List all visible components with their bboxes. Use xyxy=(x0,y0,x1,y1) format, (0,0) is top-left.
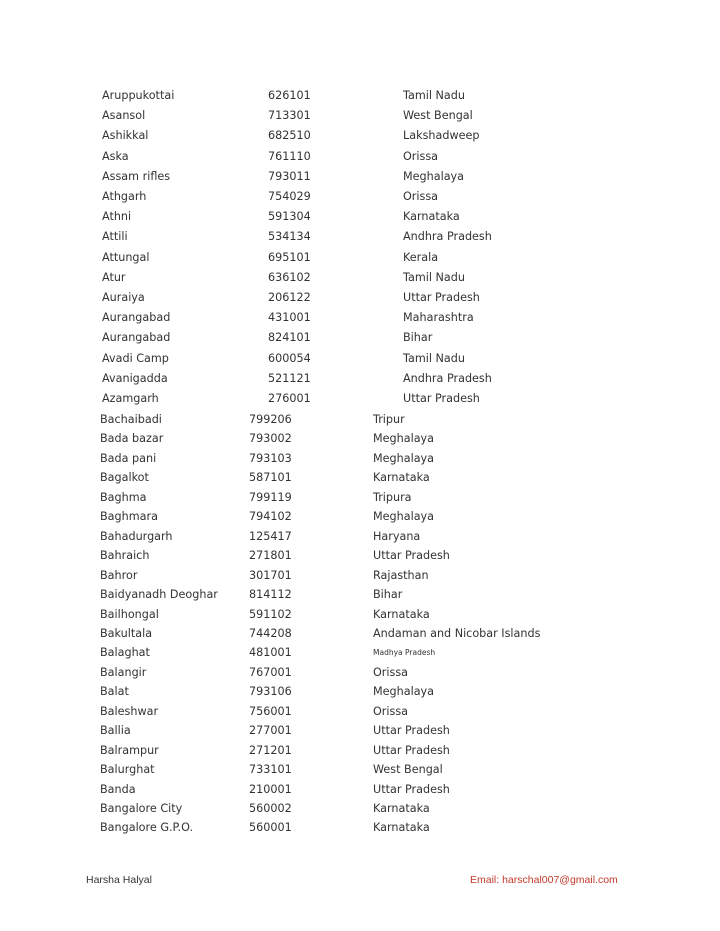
table-row xyxy=(0,566,720,586)
city-name: Bangalore City xyxy=(100,802,183,815)
table-row xyxy=(0,527,720,547)
pin-code: 824101 xyxy=(268,331,311,345)
state-name: Tamil Nadu xyxy=(403,270,465,284)
table-row xyxy=(0,207,720,227)
state-name: Lakshadweep xyxy=(403,129,480,143)
city-name: Bagalkot xyxy=(100,471,149,485)
pin-code: 591102 xyxy=(249,607,292,621)
pin-code: 814112 xyxy=(249,588,292,602)
table-row xyxy=(0,546,720,566)
pin-code: 713301 xyxy=(268,109,311,123)
table-row xyxy=(0,760,720,780)
pin-code: 761110 xyxy=(268,149,311,163)
state-name: West Bengal xyxy=(373,763,443,777)
table-row xyxy=(0,349,720,369)
city-name: Avadi Camp xyxy=(102,351,169,365)
state-name: Meghalaya xyxy=(373,432,435,446)
state-name: Tripura xyxy=(373,490,412,504)
state-name: Haryana xyxy=(373,529,421,543)
state-name: Orissa xyxy=(373,665,409,679)
table-row xyxy=(0,780,720,800)
table-row xyxy=(0,410,720,430)
state-name: Meghalaya xyxy=(373,510,435,524)
city-name: Bahror xyxy=(100,568,138,582)
pin-code: 431001 xyxy=(268,311,311,325)
table-row xyxy=(0,328,720,348)
pin-code: 276001 xyxy=(268,392,311,405)
pin-code: 587101 xyxy=(249,471,292,485)
city-name: Atur xyxy=(102,270,126,284)
state-name: Tripur xyxy=(373,413,405,426)
city-name: Athni xyxy=(102,210,132,224)
pin-code: 521121 xyxy=(268,371,311,385)
city-name: Bahadurgarh xyxy=(100,529,173,543)
state-name: Maharashtra xyxy=(403,311,474,325)
state-name: Orissa xyxy=(403,149,439,163)
pin-code: 271801 xyxy=(249,549,292,563)
city-name: Aurangabad xyxy=(102,331,171,345)
pin-code: 793103 xyxy=(249,451,292,465)
pin-code: 560001 xyxy=(249,821,292,835)
city-name: Baleshwar xyxy=(100,704,159,718)
city-name: Baghma xyxy=(100,490,147,504)
state-name: Meghalaya xyxy=(403,169,465,183)
state-name: Uttar Pradesh xyxy=(373,724,450,738)
pin-code: 754029 xyxy=(268,190,311,203)
table-row xyxy=(0,818,720,838)
table-row xyxy=(0,488,720,508)
table-row xyxy=(0,288,720,308)
table-row xyxy=(0,167,720,187)
city-name: Bahraich xyxy=(100,549,150,563)
pin-code: 277001 xyxy=(249,724,292,738)
pin-code: 767001 xyxy=(249,665,292,679)
state-name: Bihar xyxy=(373,588,403,602)
state-name: Bihar xyxy=(403,331,433,345)
pin-code: 626101 xyxy=(268,89,311,102)
city-name: Balaghat xyxy=(100,646,150,660)
pin-code: 271201 xyxy=(249,743,292,757)
state-name: Karnataka xyxy=(373,802,430,815)
table-row xyxy=(0,308,720,328)
pin-code: 744208 xyxy=(249,626,292,640)
pin-code: 799206 xyxy=(249,413,292,426)
table-row xyxy=(0,741,720,761)
city-name: Ballia xyxy=(100,724,131,738)
table-row xyxy=(0,248,720,268)
table-row xyxy=(0,449,720,469)
table-row xyxy=(0,585,720,605)
state-name: Andhra Pradesh xyxy=(403,371,492,385)
city-name: Baidyanadh Deoghar xyxy=(100,588,218,602)
table-row xyxy=(0,663,720,683)
table-row xyxy=(0,147,720,167)
state-name: Karnataka xyxy=(373,607,430,621)
city-name: Azamgarh xyxy=(102,392,159,405)
city-name: Balurghat xyxy=(100,763,155,777)
pin-code: 301701 xyxy=(249,568,292,582)
pin-code: 793002 xyxy=(249,432,292,446)
pin-code: 534134 xyxy=(268,230,311,244)
state-name: Karnataka xyxy=(403,210,460,224)
table-row xyxy=(0,106,720,126)
state-name: Uttar Pradesh xyxy=(403,291,480,304)
state-name: Uttar Pradesh xyxy=(373,743,450,757)
table-row xyxy=(0,721,720,741)
state-name: Kerala xyxy=(403,250,439,264)
city-name: Bailhongal xyxy=(100,607,159,621)
city-name: Attili xyxy=(102,230,128,244)
table-row xyxy=(0,682,720,702)
table-row xyxy=(0,799,720,819)
state-name: Meghalaya xyxy=(373,451,435,465)
pin-code: 793106 xyxy=(249,685,292,699)
table-row xyxy=(0,429,720,449)
pin-code: 591304 xyxy=(268,210,311,224)
pin-code: 695101 xyxy=(268,250,311,264)
table-row xyxy=(0,468,720,488)
pin-code: 733101 xyxy=(249,763,292,777)
pin-code: 560002 xyxy=(249,802,292,815)
state-name: Madhya Pradesh xyxy=(373,648,436,658)
pin-code: 206122 xyxy=(268,291,311,304)
city-name: Bakultala xyxy=(100,626,153,640)
city-name: Ashikkal xyxy=(102,129,149,143)
city-name: Bachaibadi xyxy=(100,413,162,426)
table-row xyxy=(0,643,720,663)
city-name: Aurangabad xyxy=(102,311,171,325)
table-row xyxy=(0,605,720,625)
city-name: Athgarh xyxy=(102,190,147,203)
state-name: Orissa xyxy=(403,190,439,203)
footer-author: Harsha Halyal xyxy=(86,874,152,886)
city-name: Balrampur xyxy=(100,743,159,757)
city-name: Attungal xyxy=(102,250,150,264)
table-row xyxy=(0,268,720,288)
state-name: Rajasthan xyxy=(373,568,429,582)
table-row xyxy=(0,369,720,389)
city-name: Auraiya xyxy=(102,291,145,304)
city-name: Aska xyxy=(102,149,129,163)
footer-email: Email: harschal007@gmail.com xyxy=(470,874,618,886)
table-row xyxy=(0,389,720,409)
state-name: Andaman and Nicobar Islands xyxy=(373,626,541,640)
state-name: Meghalaya xyxy=(373,685,435,699)
pin-code: 793011 xyxy=(268,169,311,183)
city-name: Bada pani xyxy=(100,451,157,465)
state-name: Uttar Pradesh xyxy=(373,549,450,563)
table-row xyxy=(0,126,720,146)
pin-code: 794102 xyxy=(249,510,292,524)
table-row xyxy=(0,507,720,527)
table-row xyxy=(0,86,720,106)
table-row xyxy=(0,227,720,247)
table-row xyxy=(0,702,720,722)
pin-code: 682510 xyxy=(268,129,311,143)
city-name: Bangalore G.P.O. xyxy=(100,821,194,835)
pin-code: 600054 xyxy=(268,351,311,365)
state-name: Orissa xyxy=(373,704,409,718)
city-name: Banda xyxy=(100,782,136,796)
state-name: West Bengal xyxy=(403,109,473,123)
state-name: Tamil Nadu xyxy=(403,89,465,102)
city-name: Baghmara xyxy=(100,510,158,524)
pin-code: 481001 xyxy=(249,646,292,660)
city-name: Assam rifles xyxy=(102,169,171,183)
table-row xyxy=(0,624,720,644)
state-name: Uttar Pradesh xyxy=(403,392,480,405)
city-name: Balat xyxy=(100,685,129,699)
pin-code: 636102 xyxy=(268,270,311,284)
state-name: Karnataka xyxy=(373,471,430,485)
city-name: Avanigadda xyxy=(102,371,168,385)
state-name: Andhra Pradesh xyxy=(403,230,492,244)
city-name: Aruppukottai xyxy=(102,89,175,102)
pin-code: 210001 xyxy=(249,782,292,796)
table-row xyxy=(0,187,720,207)
pin-code: 799119 xyxy=(249,490,292,504)
state-name: Tamil Nadu xyxy=(403,351,465,365)
city-name: Bada bazar xyxy=(100,432,164,446)
state-name: Karnataka xyxy=(373,821,430,835)
city-name: Balangir xyxy=(100,665,147,679)
state-name: Uttar Pradesh xyxy=(373,782,450,796)
pin-code: 756001 xyxy=(249,704,292,718)
city-name: Asansol xyxy=(102,109,146,123)
pin-code: 125417 xyxy=(249,529,292,543)
